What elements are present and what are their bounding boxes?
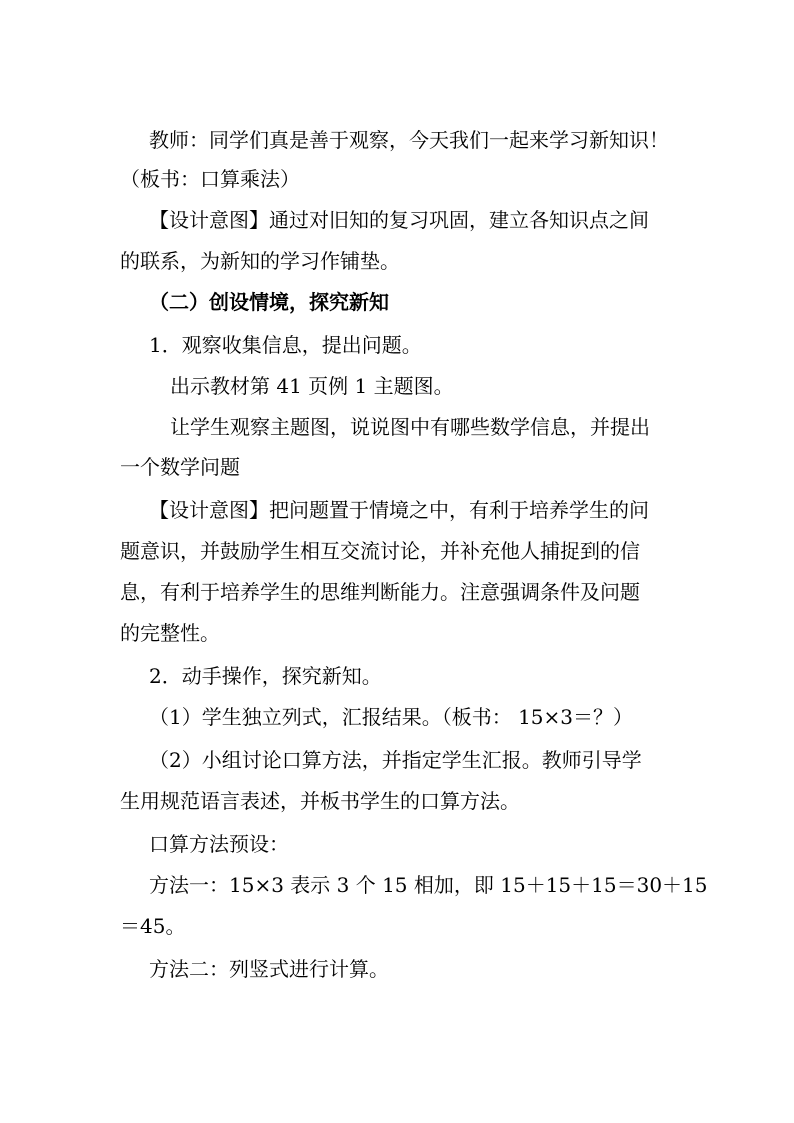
method-preset-heading: 口算方法预设： (149, 832, 289, 856)
step-2-item-2a: （2）小组讨论口算方法，并指定学生汇报。教师引导学 (149, 748, 642, 772)
step-1-heading: 1．观察收集信息，提出问题。 (149, 333, 422, 357)
paragraph-blackboard-title: （板书：口算乘法） (120, 167, 300, 191)
paragraph-design-intent-2b: 题意识，并鼓励学生相互交流讨论，并补充他人捕捉到的信 (120, 539, 640, 563)
paragraph-design-intent-1b: 的联系，为新知的学习作铺垫。 (120, 249, 400, 273)
step-2-item-2b: 生用规范语言表述，并板书学生的口算方法。 (120, 789, 520, 813)
paragraph-design-intent-1a: 【设计意图】通过对旧知的复习巩固，建立各知识点之间 (149, 208, 649, 232)
step-1-show-figure: 出示教材第 41 页例 1 主题图。 (170, 374, 454, 398)
paragraph-design-intent-2c: 息，有利于培养学生的思维判断能力。注意强调条件及问题 (120, 580, 640, 604)
step-1-observe-b: 一个数学问题 (120, 455, 240, 479)
step-2-heading: 2．动手操作，探究新知。 (149, 664, 382, 688)
method-two: 方法二：列竖式进行计算。 (149, 957, 389, 981)
step-2-item-1: （1）学生独立列式，汇报结果。（板书： 15×3＝？） (149, 705, 634, 729)
step-1-observe-a: 让学生观察主题图，说说图中有哪些数学信息，并提出 (170, 415, 650, 439)
method-one-b: ＝45。 (120, 914, 186, 938)
section-heading-2: （二）创设情境，探究新知 (149, 290, 389, 314)
paragraph-design-intent-2a: 【设计意图】把问题置于情境之中，有利于培养学生的问 (149, 498, 649, 522)
method-one-a: 方法一：15×3 表示 3 个 15 相加，即 15＋15＋15＝30＋15 (149, 873, 708, 897)
paragraph-design-intent-2d: 的完整性。 (120, 621, 220, 645)
paragraph-teacher-line: 教师：同学们真是善于观察，今天我们一起来学习新知识！ (149, 128, 669, 152)
